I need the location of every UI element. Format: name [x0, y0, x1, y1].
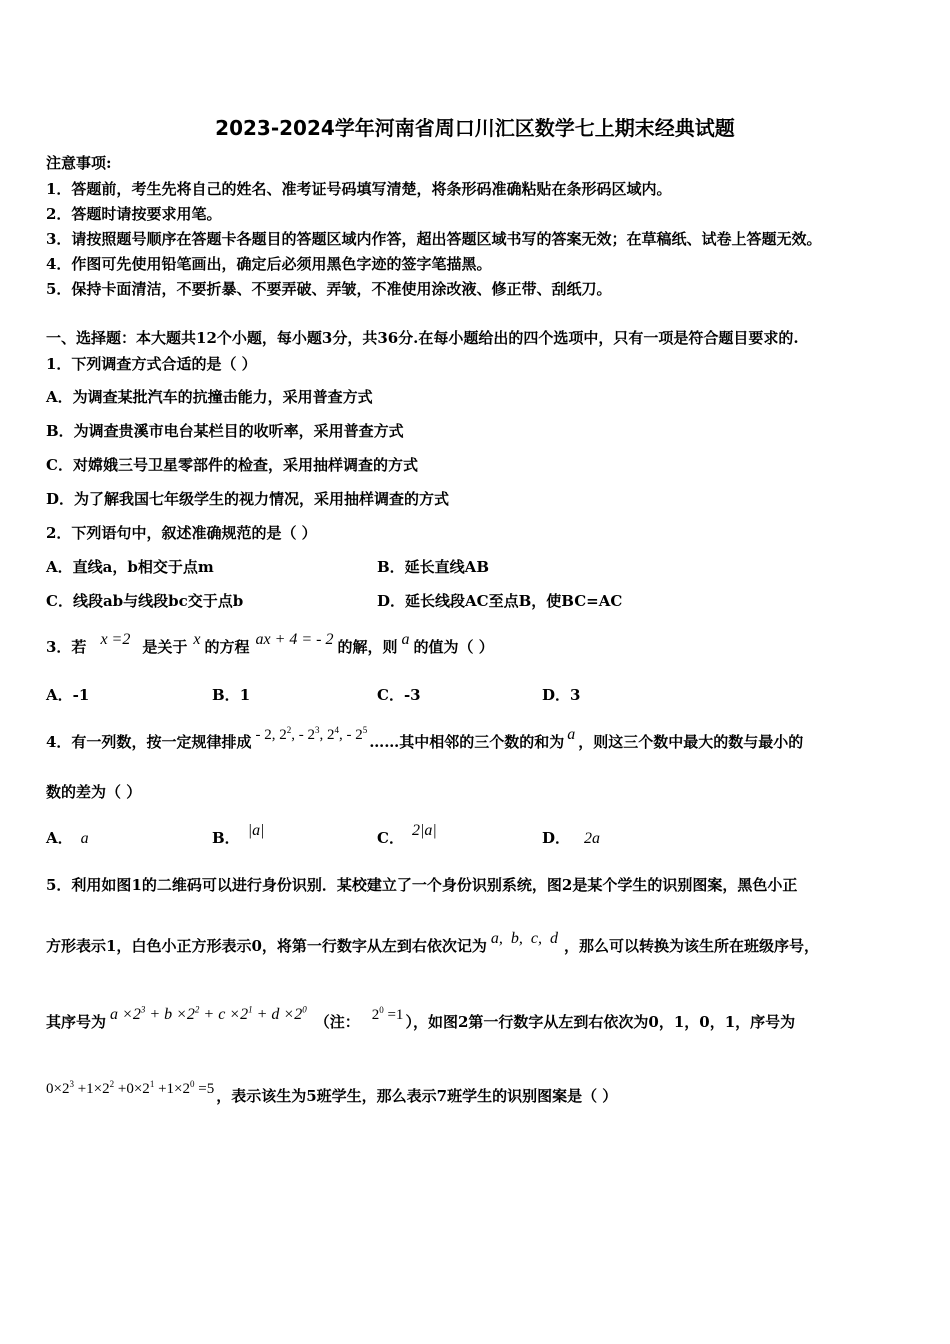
q2-option-d: D．延长线段AC至点B，使BC=AC	[377, 592, 623, 610]
q1-option-b: B．为调查贵溪市电台某栏目的收听率，采用普查方式	[46, 422, 404, 440]
q5-math-abcd: a, b, c, d	[490, 930, 558, 947]
q3-option-c: C．-3	[377, 686, 421, 704]
q3-option-d: D．3	[542, 686, 581, 704]
q3-text-1: 3．若	[46, 638, 87, 656]
q4-option-b: B． |a|	[212, 822, 265, 847]
q5-line-3: 其序号为 $a \times 2^3 + b \times 2^2 + c \times 2^1 + d \times 2^0$（注： $2^0 =1$ ），如图2第一行数字从左到右依次为0，1，0，1，序号为	[46, 1004, 796, 1031]
page-title: 2023-2024学年河南省周口川汇区数学七上期末经典试题	[215, 116, 735, 140]
q3-text-5: 的值为（ ）	[413, 638, 494, 656]
q4-option-a: A． a	[46, 829, 89, 847]
q3-text-2: 是关于	[142, 638, 188, 656]
q4-text-3: ，则这三个数中最大的数与最小的	[578, 733, 804, 751]
q3-math-equation: ax + 4 = - 2	[255, 631, 334, 648]
q5-math-note: $2^0 =1$	[371, 1005, 404, 1023]
q4-stem	[46, 725, 804, 752]
q5-line-4: $0\times 2^3 +1\times 2^2 +0\times 2^1 +1\times 2^0 =5$ ，表示该生为5班学生，那么表示7班学生的识别图案是（ ）	[46, 1079, 618, 1105]
q5-line-2: 方形表示1，白色小正方形表示0，将第一行数字从左到右依次记为 a, b, c, d ，那么可以转换为该生所在班级序号，	[46, 930, 820, 955]
q3-option-a: A．-1	[46, 686, 90, 704]
notice-heading: 注意事项:	[46, 154, 112, 172]
q3-stem	[46, 631, 494, 657]
q4-option-d: D． 2a	[542, 829, 601, 847]
q4-text-1: 4．有一列数，按一定规律排成	[46, 733, 252, 751]
q4-text-2: ……其中相邻的三个数的和为	[369, 733, 565, 751]
q1-option-d: D．为了解我国七年级学生的视力情况，采用抽样调查的方式	[46, 490, 450, 508]
q2-option-c: C．线段ab与线段bc交于点b	[46, 592, 244, 610]
q5-math-formula: $a \times 2^3 + b \times 2^2 + c \times 2^1 + d \times 2^0$	[110, 1004, 307, 1023]
q3-math-x: x	[193, 631, 201, 648]
q2-option-b: B．延长直线AB	[377, 558, 489, 576]
notice-item-4: 4．作图可先使用铅笔画出，确定后必须用黑色字迹的签字笔描黑。	[46, 255, 492, 273]
q4-option-c: C． 2|a|	[377, 822, 437, 847]
q3-text-3: 的方程	[204, 638, 250, 656]
q5-line-1: 5．利用如图1的二维码可以进行身份识别．某校建立了一个身份识别系统，图2是某个学生的识别图案，黑色小正	[46, 876, 798, 894]
notice-item-3: 3．请按照题号顺序在答题卡各题目的答题区域内作答，超出答题区域书写的答案无效；在草稿纸、试卷上答题无效。	[46, 230, 822, 248]
q4-math-a: a	[567, 726, 576, 743]
notice-item-1: 1．答题前，考生先将自己的姓名、准考证号码填写清楚，将条形码准确粘贴在条形码区域内。	[46, 180, 672, 198]
section-heading: 一、选择题：本大题共12个小题，每小题3分，共36分.在每小题给出的四个选项中，只有一项是符合题目要求的.	[46, 329, 799, 347]
q5-math-example: $0\times 2^3 +1\times 2^2 +0\times 2^1 +1\times 2^0 =5$	[46, 1079, 215, 1097]
q3-option-b: B．1	[212, 686, 251, 704]
q2-option-a: A．直线a，b相交于点m	[46, 558, 214, 576]
notice-item-5: 5．保持卡面清洁，不要折暴、不要弄破、弄皱，不准使用涂改液、修正带、刮纸刀。	[46, 280, 612, 298]
q3-math-x-eq-2: x =2	[100, 631, 131, 648]
q3-text-4: 的解，则	[337, 638, 398, 656]
q4-stem-line2: 数的差为（ ）	[46, 783, 142, 801]
q1-option-a: A．为调查某批汽车的抗撞击能力，采用普查方式	[46, 388, 373, 406]
q1-option-c: C．对嫦娥三号卫星零部件的检查，采用抽样调查的方式	[46, 456, 418, 474]
notice-item-2: 2．答题时请按要求用笔。	[46, 205, 222, 223]
q1-stem: 1．下列调查方式合适的是（ ）	[46, 355, 257, 373]
q4-sequence: - 2, $2^2$, - $2^3$, $2^4$, - $2^5$	[255, 725, 368, 743]
q2-stem: 2．下列语句中，叙述准确规范的是（ ）	[46, 524, 317, 542]
q3-math-a: a	[401, 631, 410, 648]
